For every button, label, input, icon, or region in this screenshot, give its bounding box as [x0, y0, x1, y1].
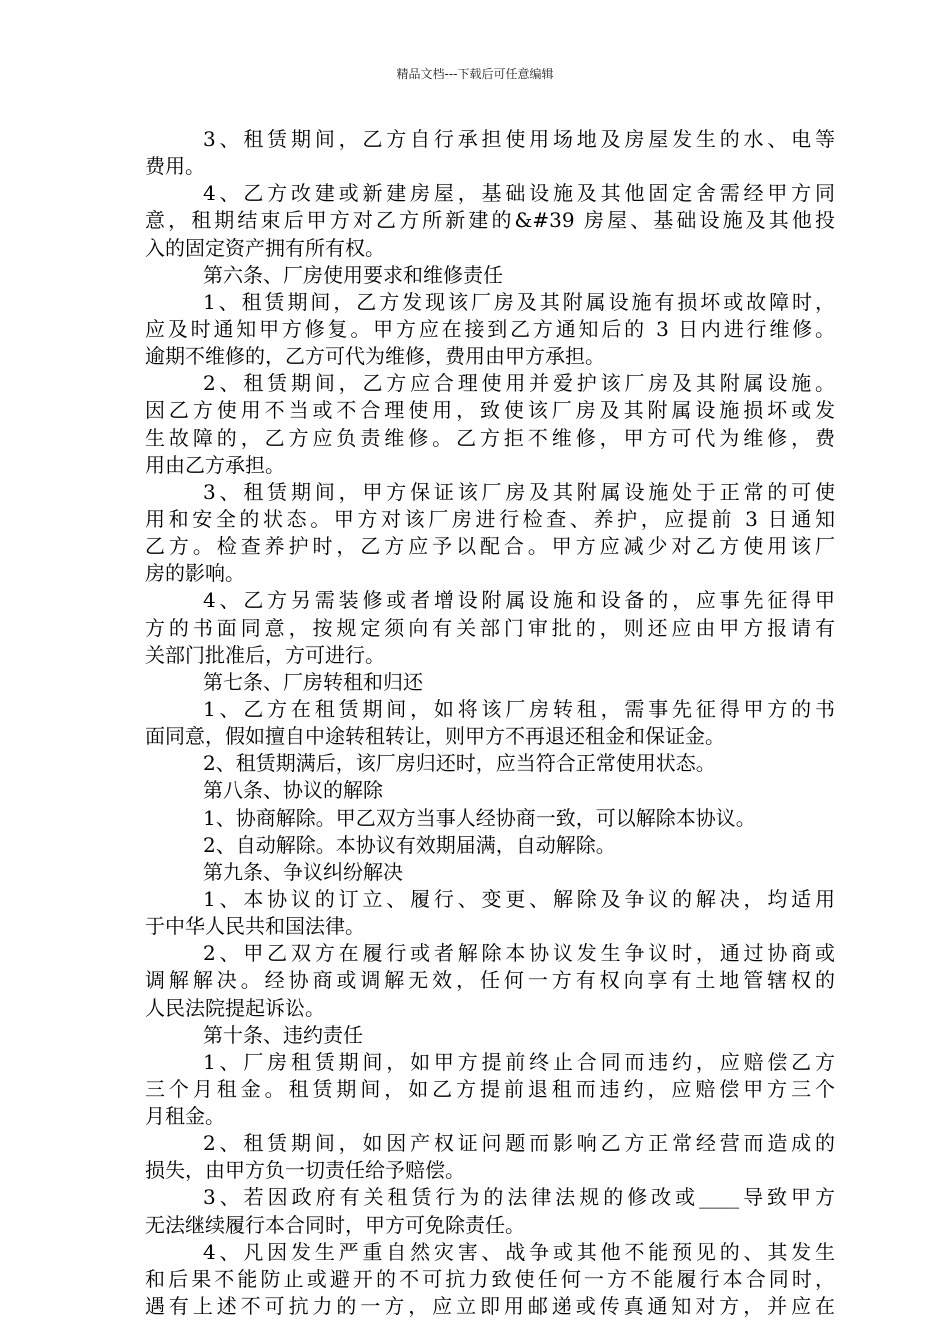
text-line: 因乙方使用不当或不合理使用，致使该厂房及其附属设施损坏或发 — [145, 398, 835, 423]
text-line: 应及时通知甲方修复。甲方应在接到乙方通知后的 3 日内进行维修。 — [145, 316, 835, 341]
text-line: 乙方。检查养护时，乙方应予以配合。甲方应减少对乙方使用该厂 — [145, 534, 835, 559]
text-line: 意，租期结束后甲方对乙方所新建的&#39 房屋、基础设施及其他投 — [145, 208, 835, 233]
text-line: 关部门批准后，方可进行。 — [145, 642, 385, 667]
text-line: 人民法院提起诉讼。 — [145, 995, 325, 1020]
text-line: 1、租赁期间，乙方发现该厂房及其附属设施有损坏或故障时， — [203, 289, 835, 314]
text-line: 2、自动解除。本协议有效期届满，自动解除。 — [203, 832, 616, 857]
text-line: 1、协商解除。甲乙双方当事人经协商一致，可以解除本协议。 — [203, 805, 756, 830]
text-line: 逾期不维修的，乙方可代为维修，费用由甲方承担。 — [145, 344, 605, 369]
text-line: 方的书面同意，按规定须向有关部门审批的，则还应由甲方报请有 — [145, 615, 835, 640]
text-line: 3、若因政府有关租赁行为的法律法规的修改或____导致甲方 — [203, 1185, 835, 1210]
text-line: 费用。 — [145, 154, 205, 179]
text-line: 调解解决。经协商或调解无效，任何一方有权向享有土地管辖权的 — [145, 968, 835, 993]
text-line: 第八条、协议的解除 — [203, 778, 383, 803]
text-line: 3、租赁期间，乙方自行承担使用场地及房屋发生的水、电等 — [203, 127, 835, 151]
text-line: 遇有上述不可抗力的一方，应立即用邮递或传真通知对方，并应在 — [145, 1294, 835, 1319]
text-line: 于中华人民共和国法律。 — [145, 914, 365, 939]
text-line: 无法继续履行本合同时，甲方可免除责任。 — [145, 1212, 525, 1237]
text-line: 2、租赁期间，乙方应合理使用并爱护该厂房及其附属设施。 — [203, 371, 835, 396]
text-line: 房的影响。 — [145, 561, 245, 586]
text-line: 2、甲乙双方在履行或者解除本协议发生争议时，通过协商或 — [203, 941, 835, 966]
page-header: 精品文档---下载后可任意编辑 — [396, 67, 554, 81]
text-line: 第六条、厂房使用要求和维修责任 — [203, 262, 503, 287]
text-line: 1、乙方在租赁期间，如将该厂房转租，需事先征得甲方的书 — [203, 696, 835, 721]
text-line: 1、本协议的订立、履行、变更、解除及争议的解决，均适用 — [203, 886, 835, 911]
text-line: 4、乙方改建或新建房屋，基础设施及其他固定舍需经甲方同 — [203, 181, 835, 206]
text-line: 入的固定资产拥有所有权。 — [145, 235, 385, 260]
text-line: 2、租赁期间，如因产权证问题而影响乙方正常经营而造成的 — [203, 1131, 835, 1156]
text-line: 损失，由甲方负一切责任给予赔偿。 — [145, 1158, 465, 1183]
document-body — [145, 126, 835, 1320]
text-line: 3、租赁期间，甲方保证该厂房及其附属设施处于正常的可使 — [203, 479, 835, 504]
text-line: 4、凡因发生严重自然灾害、战争或其他不能预见的、其发生 — [203, 1239, 835, 1264]
text-line: 月租金。 — [145, 1104, 225, 1129]
text-line: 生故障的，乙方应负责维修。乙方拒不维修，甲方可代为维修，费 — [145, 425, 835, 450]
text-line: 1、厂房租赁期间，如甲方提前终止合同而违约，应赔偿乙方 — [203, 1049, 835, 1074]
text-line: 用和安全的状态。甲方对该厂房进行检查、养护，应提前 3 日通知 — [145, 506, 835, 531]
text-line: 面同意，假如擅自中途转租转让，则甲方不再退还租金和保证金。 — [145, 724, 725, 749]
text-line: 第十条、违约责任 — [203, 1022, 363, 1047]
text-line: 用由乙方承担。 — [145, 452, 285, 477]
text-line: 第九条、争议纠纷解决 — [203, 859, 403, 884]
text-line: 和后果不能防止或避开的不可抗力致使任何一方不能履行本合同时， — [145, 1266, 835, 1291]
text-line: 2、租赁期满后，该厂房归还时，应当符合正常使用状态。 — [203, 751, 716, 776]
text-line: 三个月租金。租赁期间，如乙方提前退租而违约，应赔偿甲方三个 — [145, 1076, 835, 1101]
text-line: 第七条、厂房转租和归还 — [203, 669, 423, 694]
text-line: 4、乙方另需装修或者增设附属设施和设备的，应事先征得甲 — [203, 588, 835, 613]
